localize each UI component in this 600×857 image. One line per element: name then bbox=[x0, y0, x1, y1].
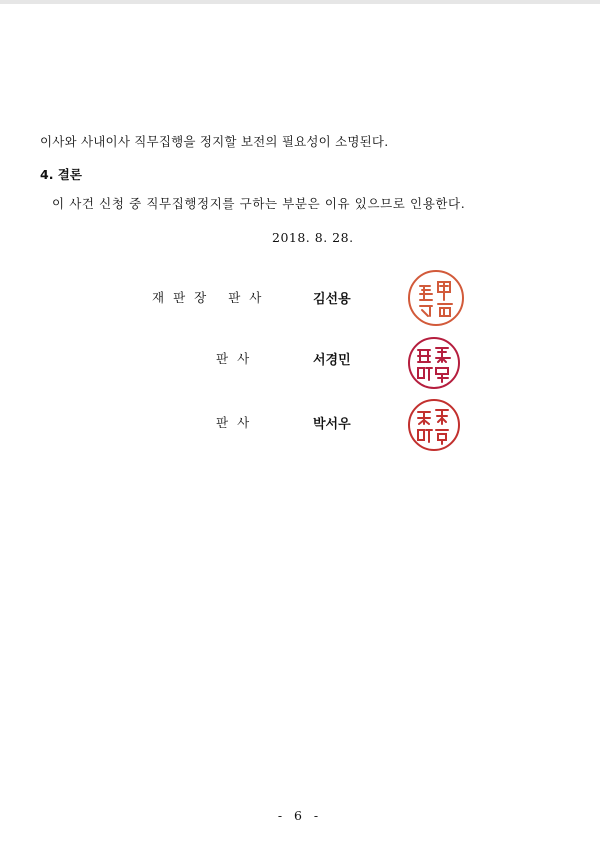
judge-title: 판사 bbox=[216, 351, 259, 366]
judge-name: 김선용 bbox=[313, 292, 351, 307]
paragraph-ruling: 이 사건 신청 중 직무집행정지를 구하는 부분은 이유 있으므로 인용한다. bbox=[52, 196, 466, 211]
signature-row-judge-2 bbox=[0, 391, 600, 451]
page-number: - 6 - bbox=[277, 808, 323, 823]
judge-name: 서경민 bbox=[313, 353, 351, 368]
judge-name: 박서우 bbox=[313, 417, 351, 432]
judge-seal-icon bbox=[408, 270, 464, 326]
judge-seal-icon bbox=[408, 399, 460, 451]
page-top-border bbox=[0, 0, 600, 4]
signature-row-judge-1 bbox=[0, 327, 600, 387]
judge-title: 판사 bbox=[216, 415, 259, 430]
signature-row-presiding-judge bbox=[0, 266, 600, 326]
paragraph-conclusion-reason: 이사와 사내이사 직무집행을 정지할 보전의 필요성이 소명된다. bbox=[40, 134, 389, 149]
judge-seal-icon bbox=[408, 337, 460, 389]
decision-date: 2018. 8. 28. bbox=[272, 230, 354, 245]
judge-title: 재판장 판사 bbox=[152, 290, 271, 305]
section-heading-conclusion: 4. 결론 bbox=[40, 167, 82, 182]
